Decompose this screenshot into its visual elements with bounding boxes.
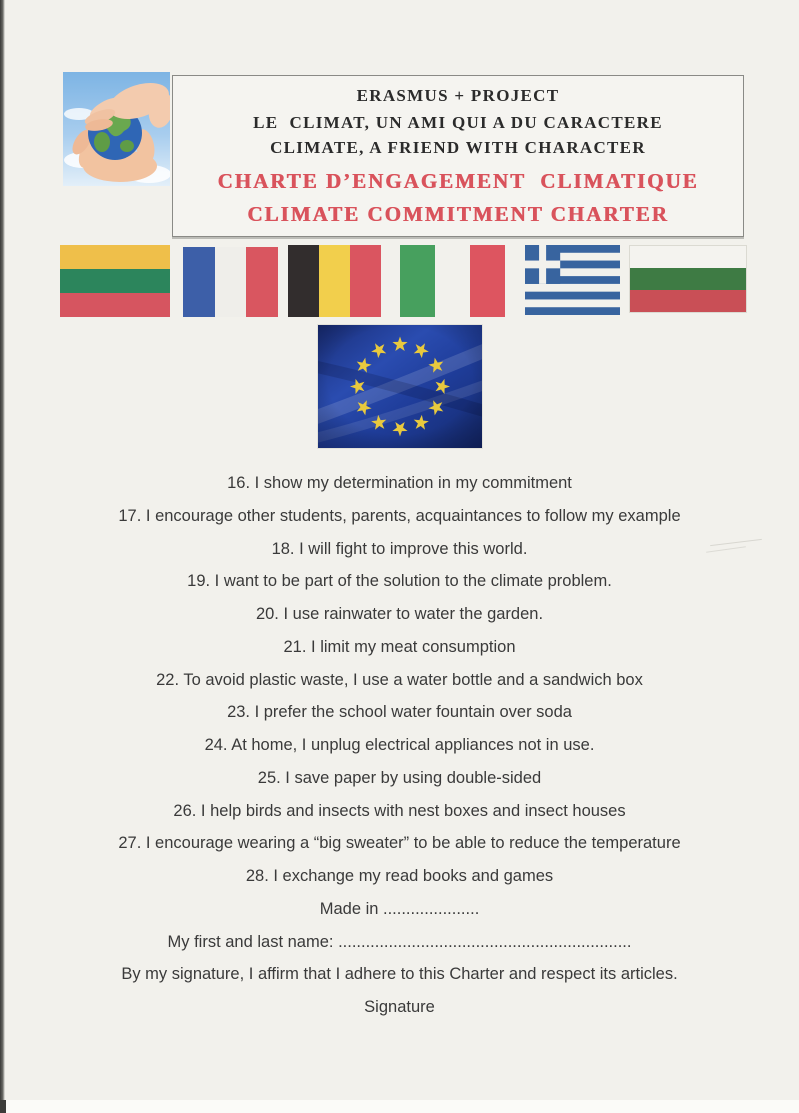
made-in-line: Made in ..................... [319,899,480,918]
flag-stripe [288,245,319,317]
signature-statement: By my signature, I affirm that I adhere to this Charter and respect its articles. [121,965,678,984]
flag-greece [525,245,620,315]
flag-stripe [246,247,278,317]
flag-stripe [60,293,170,317]
flag-belgium [288,245,381,317]
greece-flag-illustration [525,245,620,315]
flag-stripe [215,247,247,317]
charter-item: 24. At home, I unplug electrical appliances not in use. [204,736,595,754]
flag-stripe [630,290,746,312]
charter-item: 22. To avoid plastic waste, I use a water bottle and a sandwich box [156,670,643,689]
hands-holding-earth-logo [63,72,170,186]
charter-item: 27. I encourage wearing a “big sweater” to be able to reduce the temperature [118,834,681,853]
flag-france [183,247,278,317]
charter-item: 21. I limit my meat consumption [283,637,516,656]
charter-item: 28. I exchange my read books and games [245,867,554,885]
scan-edge-left [0,0,5,1100]
flag-stripe [319,245,350,317]
hands-holding-earth-illustration [63,72,170,186]
flag-bulgaria [630,246,746,312]
project-title: ERASMUS + PROJECT [356,86,560,105]
flag-stripe [435,245,470,317]
flag-italy [400,245,505,317]
scan-edge-bottom [0,1100,799,1113]
charter-title-french: CHARTE D’ENGAGEMENT CLIMATIQUE [217,169,699,193]
charter-item: 17. I encourage other students, parents, acquaintances to follow my example [118,506,681,525]
title-box [172,75,744,237]
flag-stripe [630,246,746,268]
flag-stripe [183,247,215,317]
european-union-flag [318,325,482,448]
charter-item: 20. I use rainwater to water the garden. [255,605,544,623]
flag-stripe [60,245,170,269]
flag-stripe [470,245,505,317]
flag-stripe [350,245,381,317]
charter-item: 19. I want to be part of the solution to the climate problem. [187,572,612,591]
charter-item: 16. I show my determination in my commitment [227,474,572,492]
scan-edge-bottom-dark [0,1100,6,1113]
scan-artifact-mark [706,540,764,556]
signature-label: Signature [364,998,435,1016]
flag-stripe [400,245,435,317]
charter-item: 26. I help birds and insects with nest boxes and insect houses [173,801,626,820]
project-subtitle-french: LE CLIMAT, UN AMI QUI A DU CARACTERE [253,113,663,132]
charter-items-list [0,467,799,893]
charter-text-block [0,467,799,1024]
eu-flag-illustration [318,325,482,448]
flag-lithuania [60,245,170,317]
charter-title-english: CLIMATE COMMITMENT CHARTER [247,202,669,226]
charter-item: 25. I save paper by using double-sided [257,768,542,787]
charter-item: 18. I will fight to improve this world. [271,539,528,558]
flag-stripe [60,269,170,293]
name-line: My first and last name: ................................................................ [167,932,632,951]
flag-stripe [630,268,746,290]
charter-item: 23. I prefer the school water fountain over soda [227,703,572,722]
project-subtitle-english: CLIMATE, A FRIEND WITH CHARACTER [270,138,646,157]
